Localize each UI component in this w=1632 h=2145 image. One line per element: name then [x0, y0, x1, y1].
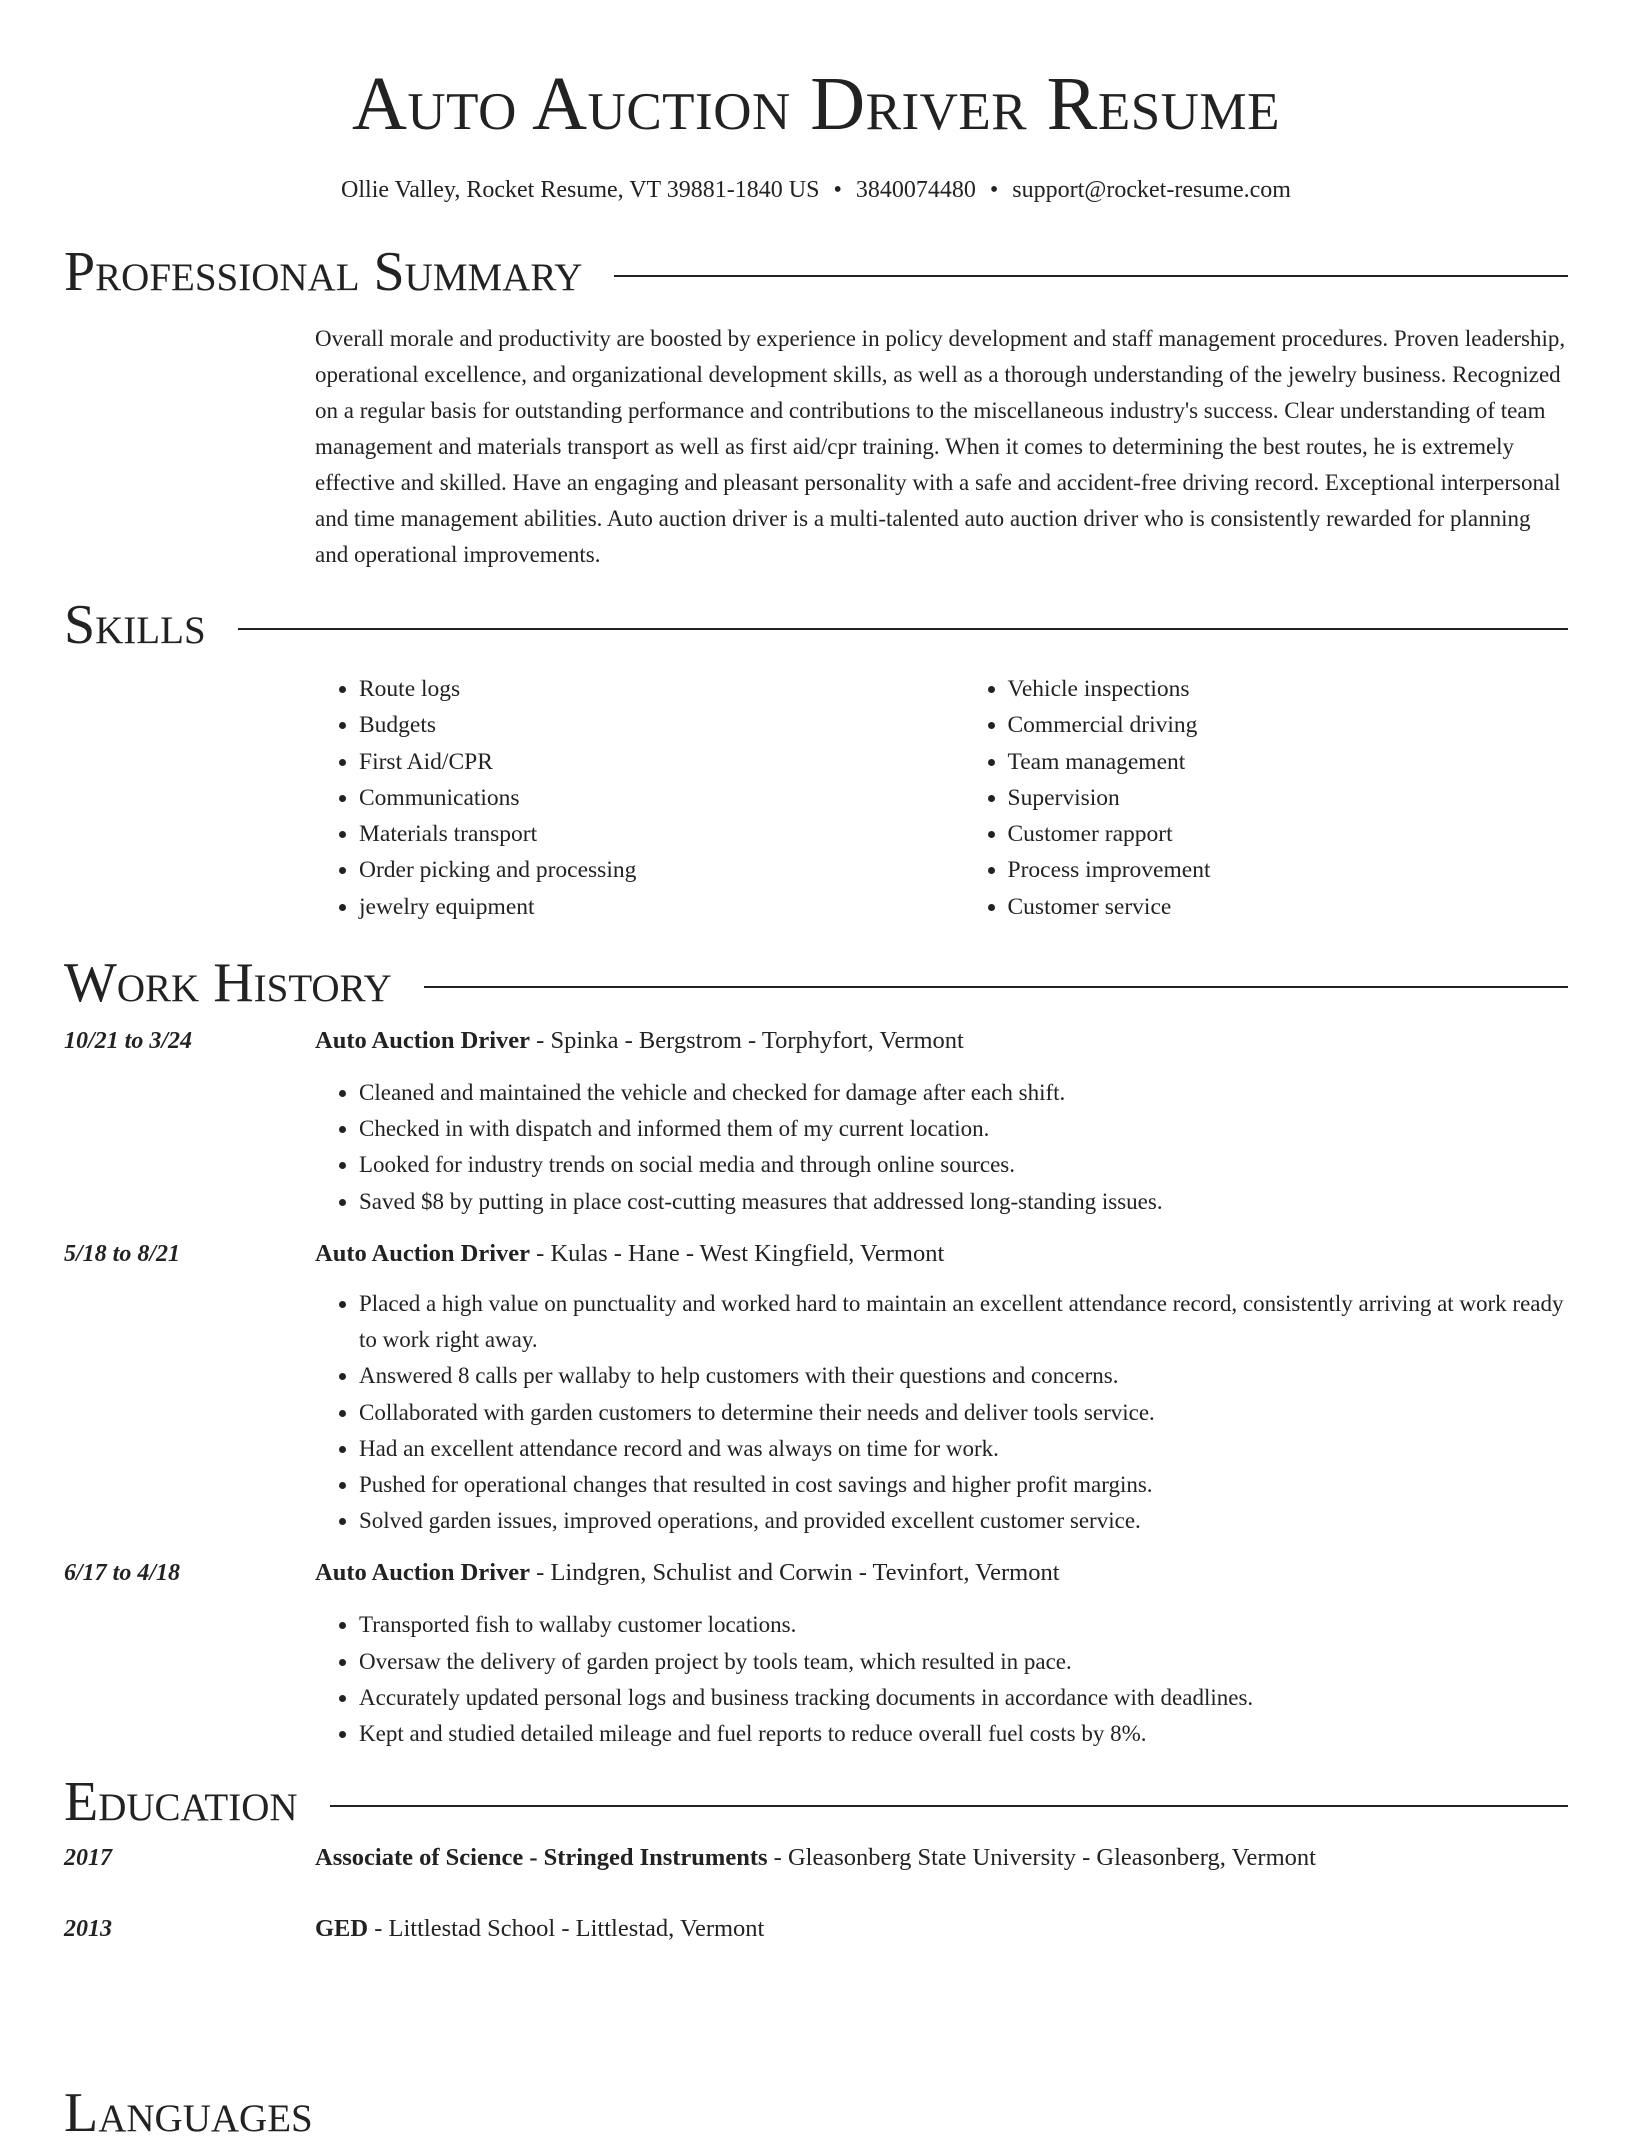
job-header	[315, 1236, 1568, 1272]
phone-text: 3840074480	[855, 177, 976, 203]
languages-heading: Languages	[64, 2082, 313, 2144]
contact-separator: •	[989, 177, 999, 203]
section-divider	[614, 275, 1568, 277]
job-bullet: • Accurately updated personal logs and business tracking documents in accordance with deadlines.	[359, 1680, 1568, 1716]
job-details	[315, 1023, 1568, 1220]
job-header	[315, 1555, 1568, 1591]
summary-section	[64, 240, 1568, 573]
skill-item: • Commercial driving	[1008, 707, 1569, 743]
skills-column-left	[315, 671, 920, 925]
skill-item: • Budgets	[359, 707, 920, 743]
skill-item: • Communications	[359, 780, 920, 816]
job-entry	[64, 1236, 1568, 1539]
job-bullet: • Collaborated with garden customers to determine their needs and deliver tools service.	[359, 1395, 1568, 1431]
email-text: support@rocket-resume.com	[1012, 177, 1291, 203]
education-school: - Gleasonberg State University - Gleasonberg, Vermont	[767, 1844, 1316, 1872]
education-details	[315, 1840, 1316, 1876]
job-bullet: • Had an excellent attendance record and was always on time for work.	[359, 1431, 1568, 1467]
skill-item: • Materials transport	[359, 816, 920, 852]
skill-item: • Order picking and processing	[359, 852, 920, 888]
skill-item: • First Aid/CPR	[359, 744, 920, 780]
contact-line	[64, 174, 1568, 206]
skill-item: • Team management	[1008, 744, 1569, 780]
skill-item: • Customer service	[1008, 889, 1569, 925]
skills-heading: Skills	[64, 594, 206, 656]
contact-separator: •	[833, 177, 842, 203]
job-bullet: • Cleaned and maintained the vehicle and checked for damage after each shift.	[359, 1075, 1568, 1111]
skill-item: • jewelry equipment	[359, 889, 920, 925]
work-history-heading: Work History	[64, 952, 392, 1015]
skill-item: • Process improvement	[1008, 852, 1569, 888]
section-header	[64, 951, 1568, 1015]
job-title: Auto Auction Driver	[315, 1559, 531, 1587]
job-bullet: • Placed a high value on punctuality and worked hard to maintain an excellent attendance record, consistently arriving at work ready to work right away.	[359, 1286, 1568, 1358]
summary-heading: Professional Summary	[64, 241, 583, 303]
work-history-section	[64, 951, 1568, 1752]
job-bullet: • Oversaw the delivery of garden project by tools team, which resulted in pace.	[359, 1644, 1568, 1680]
skills-section	[64, 593, 1568, 925]
section-divider	[330, 1805, 1568, 1807]
skill-item: • Vehicle inspections	[1008, 671, 1569, 707]
job-bullet: • Saved $8 by putting in place cost-cutting measures that addressed long-standing issues.	[359, 1184, 1568, 1220]
job-bullets	[315, 1286, 1568, 1539]
address-text: Ollie Valley, Rocket Resume, VT 39881-1840 US	[341, 177, 820, 203]
job-details	[315, 1555, 1568, 1752]
job-company: - Lindgren, Schulist and Corwin - Tevinfort, Vermont	[530, 1559, 1060, 1587]
education-year: 2017	[64, 1845, 112, 1872]
job-dates: 5/18 to 8/21	[64, 1240, 181, 1267]
job-header	[315, 1023, 1568, 1059]
skill-item: • Supervision	[1008, 780, 1569, 816]
job-bullet: • Checked in with dispatch and informed them of my current location.	[359, 1111, 1568, 1147]
job-bullet: • Solved garden issues, improved operations, and provided excellent customer service.	[359, 1503, 1568, 1539]
education-entry	[64, 1911, 1568, 1947]
section-divider	[424, 986, 1568, 988]
summary-body	[315, 321, 1568, 573]
section-divider	[238, 628, 1568, 630]
education-heading: Education	[64, 1771, 298, 1834]
education-details	[315, 1911, 764, 1947]
education-year: 2013	[64, 1916, 112, 1943]
education-school: - Littlestad School - Littlestad, Vermont	[368, 1915, 765, 1943]
job-title: Auto Auction Driver	[315, 1239, 531, 1267]
job-title: Auto Auction Driver	[315, 1027, 531, 1055]
section-header	[64, 240, 1568, 304]
job-bullets	[315, 1075, 1568, 1220]
job-entry	[64, 1023, 1568, 1220]
section-header	[64, 1770, 1568, 1834]
job-company: - Spinka - Bergstrom - Torphyfort, Vermont	[530, 1027, 964, 1055]
job-bullet: • Kept and studied detailed mileage and fuel reports to reduce overall fuel costs by 8%.	[359, 1716, 1568, 1752]
education-degree: GED	[315, 1915, 369, 1943]
resume-title: Auto Auction Driver Resume	[352, 62, 1280, 146]
job-bullet: • Answered 8 calls per wallaby to help customers with their questions and concerns.	[359, 1358, 1568, 1394]
job-details	[315, 1236, 1568, 1539]
education-section	[64, 1770, 1568, 1947]
job-bullets	[315, 1607, 1568, 1752]
skills-column-right	[964, 671, 1569, 925]
job-dates: 6/17 to 4/18	[64, 1560, 181, 1587]
job-entry	[64, 1555, 1568, 1752]
job-company: - Kulas - Hane - West Kingfield, Vermont	[530, 1239, 945, 1267]
job-dates: 10/21 to 3/24	[64, 1028, 193, 1055]
job-bullet: • Pushed for operational changes that resulted in cost savings and higher profit margins.	[359, 1467, 1568, 1503]
education-entry	[64, 1840, 1568, 1876]
skills-list	[315, 671, 1568, 925]
skill-item: • Customer rapport	[1008, 816, 1569, 852]
section-header	[64, 593, 1568, 657]
summary-text: Overall morale and productivity are boosted by experience in policy development and staff management procedures. Proven leadership, operational excellence, and organizational development skills, as well as a thorough understanding of the jewelry business. Recognized on a regular basis for outstanding performance and contributions to the miscellaneous industry's success. Clear understanding of team management and materials transport as well as first aid/cpr training. When it comes to determining the best routes, he is extremely effective and skilled. Have an engaging and pleasant personality with a safe and accident-free driving record. Exceptional interpersonal and time management abilities. Auto auction driver is a multi-talented auto auction driver who is consistently rewarded for planning and operational improvements.	[315, 326, 1566, 567]
job-bullet: • Transported fish to wallaby customer locations.	[359, 1607, 1568, 1643]
skill-item: • Route logs	[359, 671, 920, 707]
job-bullet: • Looked for industry trends on social media and through online sources.	[359, 1147, 1568, 1183]
education-degree: Associate of Science - Stringed Instruments	[315, 1844, 768, 1872]
